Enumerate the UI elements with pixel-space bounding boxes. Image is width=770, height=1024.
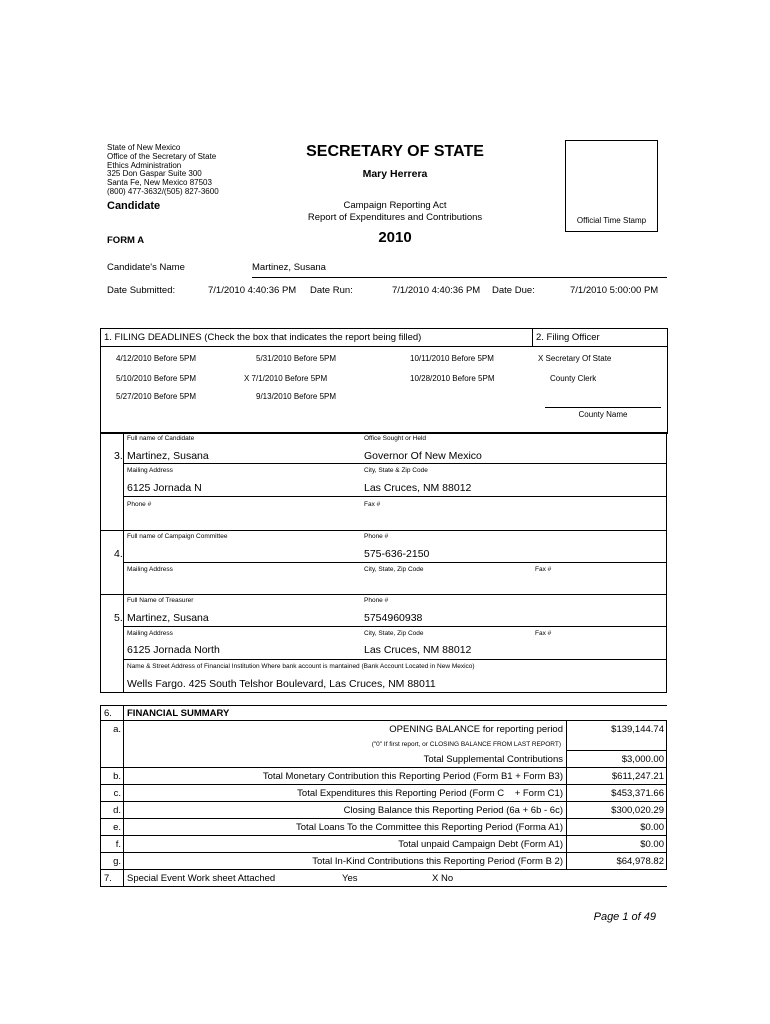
form-label: FORM A [107,235,145,246]
officer-option: County Clerk [550,374,597,383]
candidate-heading: Candidate [107,200,161,212]
candidate-name-value: Martinez, Susana [252,262,326,273]
page-number: Page 1 of 49 [593,911,656,923]
divider [666,720,667,869]
committee-name-label: Full name of Campaign Committee [127,533,228,540]
divider [100,705,667,706]
row-value: $3,000.00 [621,754,664,765]
committee-city-label: City, State, Zip Code [364,566,424,573]
address-line: Office of the Secretary of State [107,151,217,161]
city-state-zip-value: Las Cruces, NM 88012 [364,482,472,494]
opening-balance-note: ("0" If first report, or CLOSING BALANCE FROM LAST REPORT) [371,741,561,748]
row-label: Total Expenditures this Reporting Period (Form C + Form C1) [297,788,563,799]
fax-label: Fax # [364,501,381,508]
address-line: Ethics Administration [107,160,182,170]
county-name-label: County Name [578,410,628,419]
treasurer-city-label: City, State, Zip Code [364,630,424,637]
address-line: State of New Mexico [107,143,181,152]
report-year: 2010 [378,229,412,246]
committee-fax-label: Fax # [535,566,552,573]
date-submitted-label: Date Submitted: [107,285,176,296]
section-7-number: 7. [104,873,112,884]
candidate-name-label: Candidate's Name [107,262,185,273]
treasurer-fax-label: Fax # [535,630,552,637]
date-due-label: Date Due: [492,285,535,296]
filing-officer-title: 2. Filing Officer [536,332,600,343]
divider [100,346,668,347]
deadline-option: 9/13/2010 Before 5PM [256,392,337,401]
section-4-number: 4. [114,548,123,560]
treasurer-mailing-label: Mailing Address [127,630,173,637]
row-value: $64,978.82 [616,856,664,867]
treasurer-name-label: Full Name of Treasurer [127,597,194,604]
city-state-zip-label: City, State & Zip Code [364,467,428,474]
row-label: OPENING BALANCE for reporting period [389,724,563,735]
deadline-option: 10/11/2010 Before 5PM [410,354,494,363]
divider [100,784,667,785]
divider [532,328,533,347]
divider [123,659,667,660]
divider [100,594,667,595]
row-value: $453,371.66 [611,788,664,799]
divider [566,720,567,869]
row-value: $0.00 [640,839,664,850]
treasurer-name-value: Martinez, Susana [127,612,209,624]
row-label: Total Monetary Contribution this Reporting Period (Form B1 + Form B3) [262,771,563,782]
treasurer-phone-label: Phone # [364,597,389,604]
divider [100,432,101,692]
divider [100,886,667,887]
divider [100,720,667,721]
mailing-address-value: 6125 Jornada N [127,482,202,494]
date-run-value: 7/1/2010 4:40:36 PM [392,285,481,296]
filing-deadlines-title: 1. FILING DEADLINES (Check the box that indicates the report being filled) [104,332,422,343]
address-line: Santa Fe, New Mexico 87503 [107,178,212,188]
committee-mailing-label: Mailing Address [127,566,173,573]
officer-option-selected: X Secretary Of State [538,354,612,363]
row-letter: f. [115,839,121,850]
row-letter: g. [113,856,121,867]
divider [100,692,667,693]
special-event-yes: Yes [342,873,358,884]
divider [252,277,667,278]
committee-phone-value: 575-636-2150 [364,548,430,560]
divider [100,835,667,836]
deadline-option: 5/27/2010 Before 5PM [116,392,197,401]
divider [123,626,667,627]
divider [123,705,124,886]
committee-phone-label: Phone # [364,533,389,540]
section-6-number: 6. [104,708,112,719]
treasurer-mailing-value: 6125 Jornada North [127,644,220,656]
row-value: $611,247.21 [611,771,664,782]
act-line-2: Report of Expenditures and Contributions [307,212,483,223]
divider [566,750,667,751]
address-line: (800) 477-3632/(505) 827-3600 [107,186,219,196]
section-5-number: 5. [114,612,123,624]
treasurer-phone-value: 5754960938 [364,612,423,624]
deadline-option: 5/10/2010 Before 5PM [116,374,197,383]
deadline-option: 4/12/2010 Before 5PM [116,354,197,363]
deadline-option-selected: X 7/1/2010 Before 5PM [244,374,328,383]
row-letter: b. [113,771,121,782]
row-label: Total Loans To the Committee this Reporting Period (Forma A1) [295,822,563,833]
special-event-label: Special Event Work sheet Attached [127,873,276,884]
deadline-option: 5/31/2010 Before 5PM [256,354,337,363]
row-value: $300,020.29 [611,805,664,816]
section-3-number: 3. [114,450,123,462]
date-run-label: Date Run: [310,285,353,296]
phone-label: Phone # [127,501,152,508]
deadline-option: 10/28/2010 Before 5PM [410,374,495,383]
row-letter: e. [113,822,121,833]
row-label: Closing Balance this Reporting Period (6a + 6b - 6c) [343,805,563,816]
page-title: SECRETARY OF STATE [306,143,484,160]
divider [123,496,667,497]
mailing-address-label: Mailing Address [127,467,173,474]
candidate-full-name: Martinez, Susana [127,450,209,462]
divider [123,562,667,563]
row-letter: d. [113,805,121,816]
divider [100,432,667,433]
act-line-1: Campaign Reporting Act [343,200,447,211]
divider [100,767,667,768]
agency-address [107,144,219,197]
divider [100,869,667,870]
divider [123,463,667,464]
address-line: 325 Don Gaspar Suite 300 [107,169,202,179]
divider [100,852,667,853]
office-label: Office Sought or Held [364,435,427,442]
row-label: Total Supplemental Contributions [423,754,563,765]
date-due-value: 7/1/2010 5:00:00 PM [570,285,659,296]
candidate-full-name-label: Full name of Candidate [127,435,195,442]
row-value: $0.00 [640,822,664,833]
divider [100,801,667,802]
bank-value: Wells Fargo. 425 South Telshor Boulevard, Las Cruces, NM 88011 [127,678,436,690]
treasurer-city-value: Las Cruces, NM 88012 [364,644,472,656]
special-event-no-selected: X No [432,873,454,884]
financial-summary-title: FINANCIAL SUMMARY [127,708,230,719]
secretary-name: Mary Herrera [362,168,428,180]
county-name-line [545,407,661,408]
divider [100,818,667,819]
row-letter: a. [113,724,121,735]
row-label: Total unpaid Campaign Debt (Form A1) [398,839,563,850]
time-stamp-label: Official Time Stamp [576,216,647,225]
office-value: Governor Of New Mexico [364,450,482,462]
row-value: $139,144.74 [611,724,664,735]
bank-label: Name & Street Address of Financial Institution Where bank account is mantained (Bank Account Located in New Mexico) [127,663,475,670]
divider [100,530,667,531]
row-label: Total In-Kind Contributions this Reporting Period (Form B 2) [312,856,563,867]
row-letter: c. [113,788,121,799]
date-submitted-value: 7/1/2010 4:40:36 PM [208,285,297,296]
